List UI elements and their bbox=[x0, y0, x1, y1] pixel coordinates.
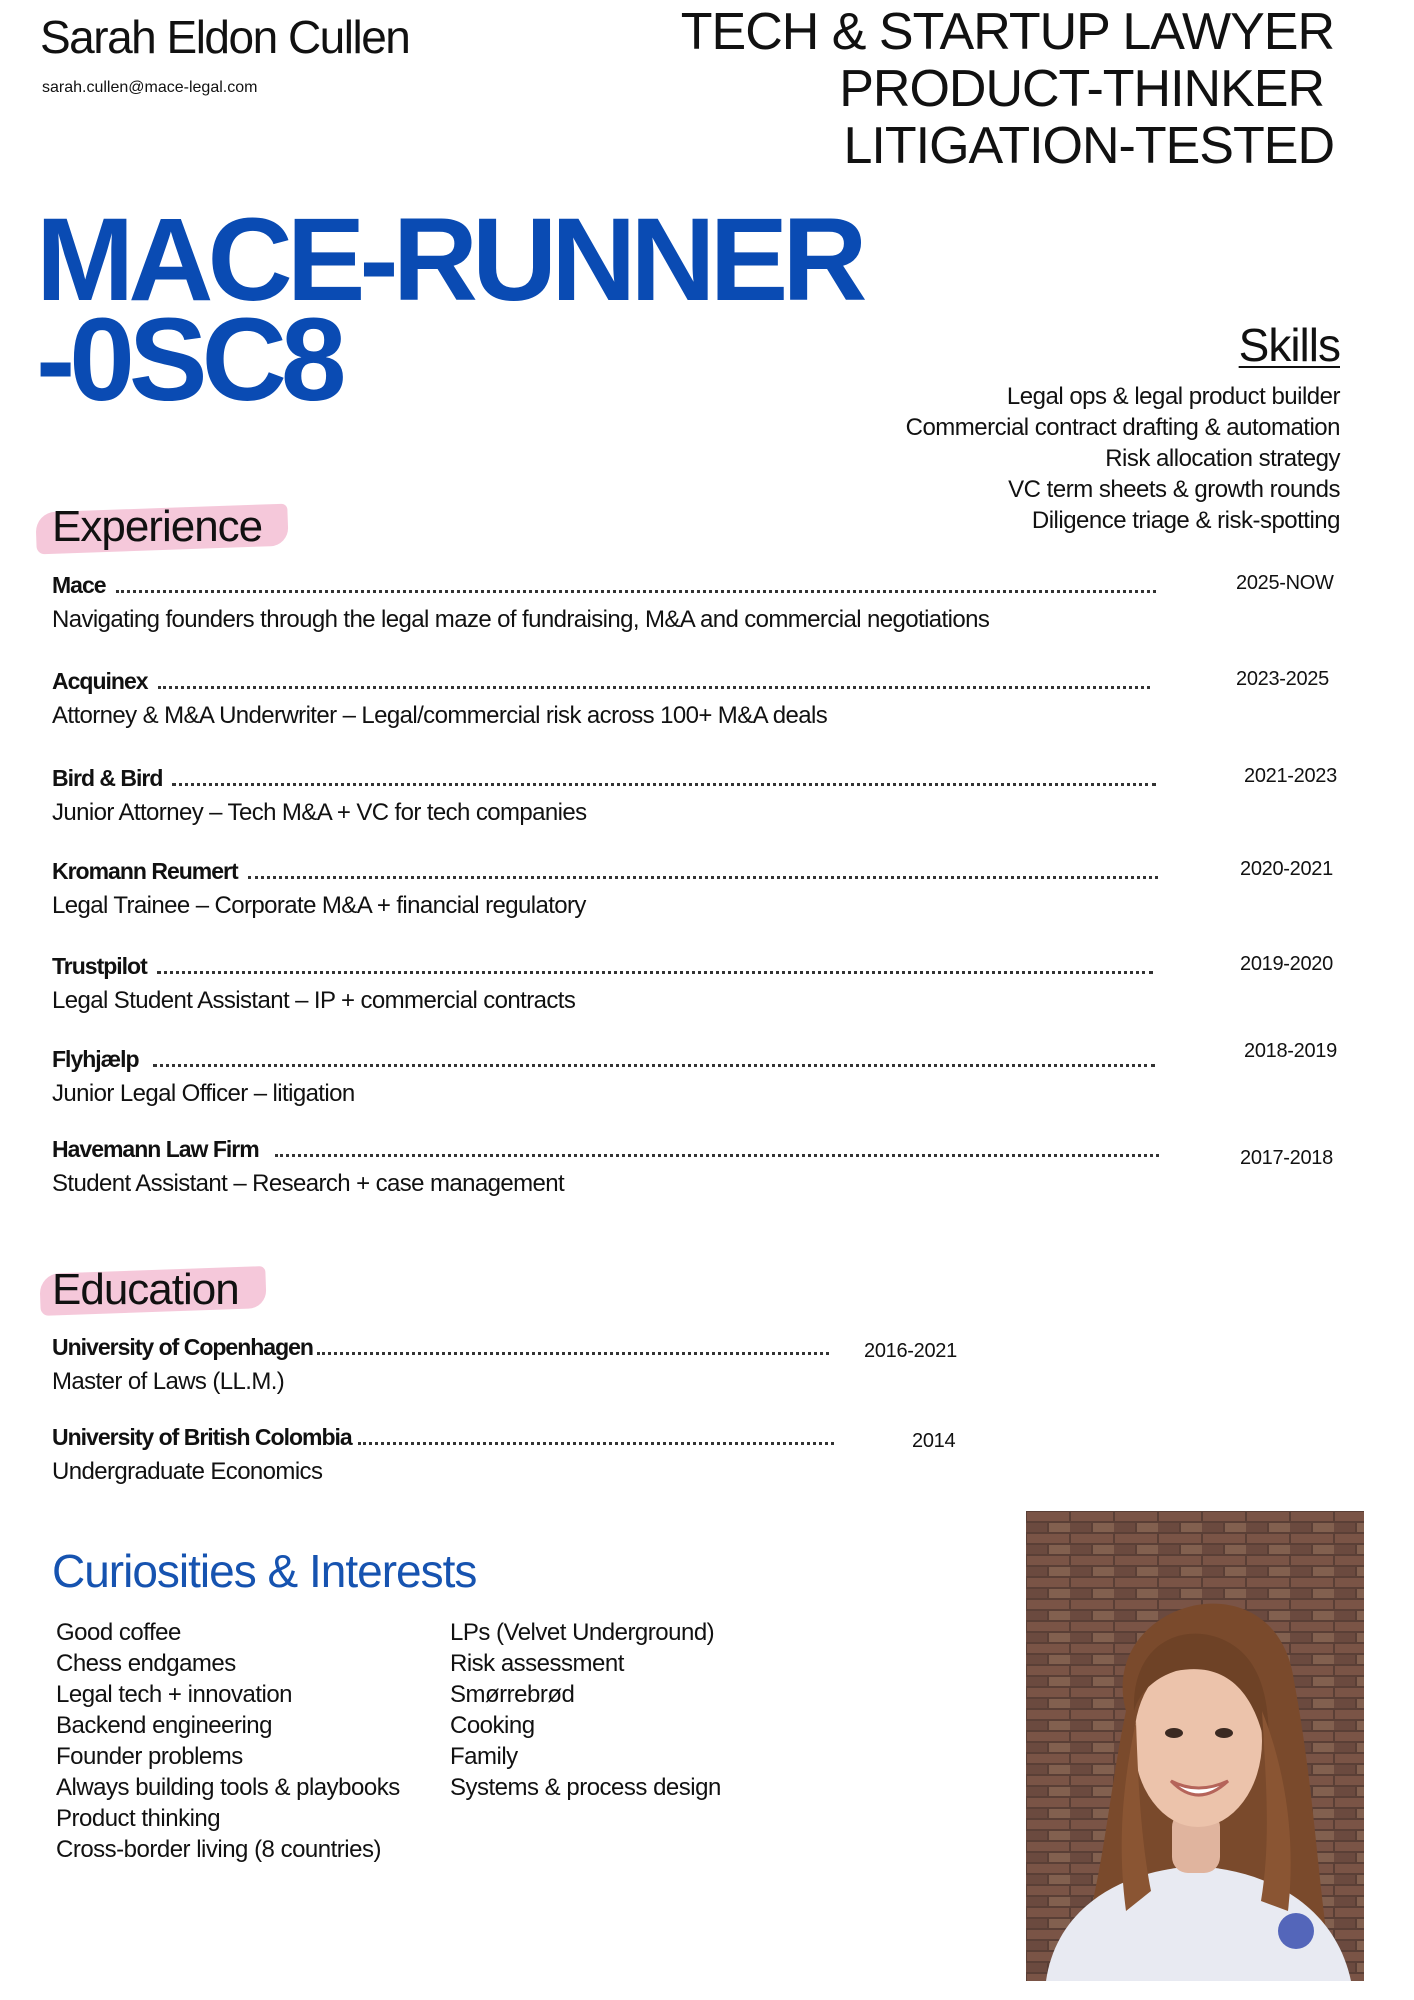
dotted-leader bbox=[358, 1442, 834, 1445]
dotted-leader bbox=[158, 686, 1150, 689]
experience-entry bbox=[52, 765, 1342, 855]
education-entry bbox=[52, 1424, 1342, 1514]
skill-item: VC term sheets & growth rounds bbox=[1008, 476, 1340, 503]
skill-item: Commercial contract drafting & automation bbox=[905, 414, 1340, 441]
profile-id-line: MACE-RUNNER bbox=[36, 194, 862, 326]
entry-period: 2019-2020 bbox=[1240, 953, 1333, 975]
portrait-illustration bbox=[1026, 1511, 1364, 1981]
interest-item: Always building tools & playbooks bbox=[56, 1774, 400, 1801]
interest-item: Family bbox=[450, 1743, 518, 1770]
entry-period: 2016-2021 bbox=[864, 1340, 957, 1362]
dotted-leader bbox=[275, 1154, 1159, 1157]
entry-org: Kromann Reumert bbox=[52, 858, 238, 884]
entry-org: Flyhjælp bbox=[52, 1046, 139, 1072]
experience-entry bbox=[52, 858, 1342, 948]
entry-org: Havemann Law Firm bbox=[52, 1136, 259, 1162]
interests-list-right bbox=[450, 1617, 721, 1803]
entry-period: 2014 bbox=[912, 1430, 956, 1452]
entry-role: Legal Student Assistant – IP + commercial contracts bbox=[52, 987, 576, 1014]
education-entry bbox=[52, 1334, 1342, 1424]
interests-title: Curiosities & Interests bbox=[52, 1545, 477, 1597]
entry-role: Navigating founders through the legal maze of fundraising, M&A and commercial negotiations bbox=[52, 606, 990, 633]
entry-role: Master of Laws (LL.M.) bbox=[52, 1368, 285, 1395]
entry-period: 2023-2025 bbox=[1236, 668, 1329, 690]
skill-item: Risk allocation strategy bbox=[1105, 445, 1340, 472]
tagline bbox=[681, 4, 1334, 175]
interest-item: LPs (Velvet Underground) bbox=[450, 1619, 715, 1646]
portrait-photo bbox=[1026, 1511, 1364, 1981]
interest-item: Backend engineering bbox=[56, 1712, 273, 1739]
entry-period: 2020-2021 bbox=[1240, 858, 1333, 880]
entry-period: 2018-2019 bbox=[1244, 1040, 1337, 1062]
interest-item: Cooking bbox=[450, 1712, 535, 1739]
interests-list-left bbox=[56, 1617, 400, 1865]
interest-item: Product thinking bbox=[56, 1805, 221, 1832]
entry-role: Legal Trainee – Corporate M&A + financial regulatory bbox=[52, 892, 586, 919]
interest-item: Chess endgames bbox=[56, 1650, 236, 1677]
interest-item: Risk assessment bbox=[450, 1650, 624, 1677]
experience-entry bbox=[52, 1040, 1342, 1136]
experience-entry bbox=[52, 668, 1342, 758]
interest-item: Systems & process design bbox=[450, 1774, 721, 1801]
skill-item: Diligence triage & risk-spotting bbox=[1031, 507, 1340, 534]
entry-role: Undergraduate Economics bbox=[52, 1458, 323, 1485]
interest-item: Smørrebrød bbox=[450, 1681, 575, 1708]
tagline-line: TECH & STARTUP LAWYER bbox=[680, 3, 1334, 61]
interest-item: Founder problems bbox=[56, 1743, 243, 1770]
profile-id-line: -0SC8 bbox=[36, 294, 341, 426]
experience-entry bbox=[52, 953, 1342, 1043]
dotted-leader bbox=[157, 971, 1153, 974]
entry-role: Junior Legal Officer – litigation bbox=[52, 1080, 355, 1107]
entry-role: Junior Attorney – Tech M&A + VC for tech companies bbox=[52, 799, 587, 826]
person-name: Sarah Eldon Cullen bbox=[40, 11, 410, 63]
dotted-leader bbox=[248, 876, 1158, 879]
dotted-leader bbox=[317, 1352, 829, 1355]
entry-period: 2021-2023 bbox=[1244, 765, 1337, 787]
entry-role: Student Assistant – Research + case management bbox=[52, 1170, 565, 1197]
dotted-leader bbox=[172, 783, 1156, 786]
profile-id-headline bbox=[36, 194, 862, 426]
education-title: Education bbox=[52, 1265, 239, 1314]
interest-item: Cross-border living (8 countries) bbox=[56, 1836, 381, 1863]
interest-item: Legal tech + innovation bbox=[56, 1681, 293, 1708]
entry-role: Attorney & M&A Underwriter – Legal/commercial risk across 100+ M&A deals bbox=[52, 702, 828, 729]
email-address: sarah.cullen@mace-legal.com bbox=[42, 79, 258, 96]
entry-org: Trustpilot bbox=[52, 953, 147, 979]
dotted-leader bbox=[153, 1064, 1155, 1067]
entry-org: Acquinex bbox=[52, 668, 148, 694]
entry-org: University of Copenhagen bbox=[52, 1334, 313, 1360]
entry-org: Mace bbox=[52, 572, 106, 598]
entry-period: 2017-2018 bbox=[1240, 1147, 1333, 1169]
skills-list bbox=[906, 381, 1340, 536]
entry-period: 2025-NOW bbox=[1236, 572, 1334, 594]
interest-item: Good coffee bbox=[56, 1619, 181, 1646]
entry-org: University of British Colombia bbox=[52, 1424, 352, 1450]
experience-title: Experience bbox=[52, 502, 263, 551]
dotted-leader bbox=[116, 590, 1156, 593]
skill-item: Legal ops & legal product builder bbox=[1006, 383, 1340, 410]
experience-entry bbox=[52, 1136, 1342, 1226]
tagline-line: PRODUCT-THINKER bbox=[839, 60, 1324, 118]
tagline-line: LITIGATION-TESTED bbox=[843, 117, 1334, 175]
skills-title: Skills bbox=[1238, 319, 1340, 371]
entry-org: Bird & Bird bbox=[52, 765, 163, 791]
experience-entry bbox=[52, 572, 1342, 662]
